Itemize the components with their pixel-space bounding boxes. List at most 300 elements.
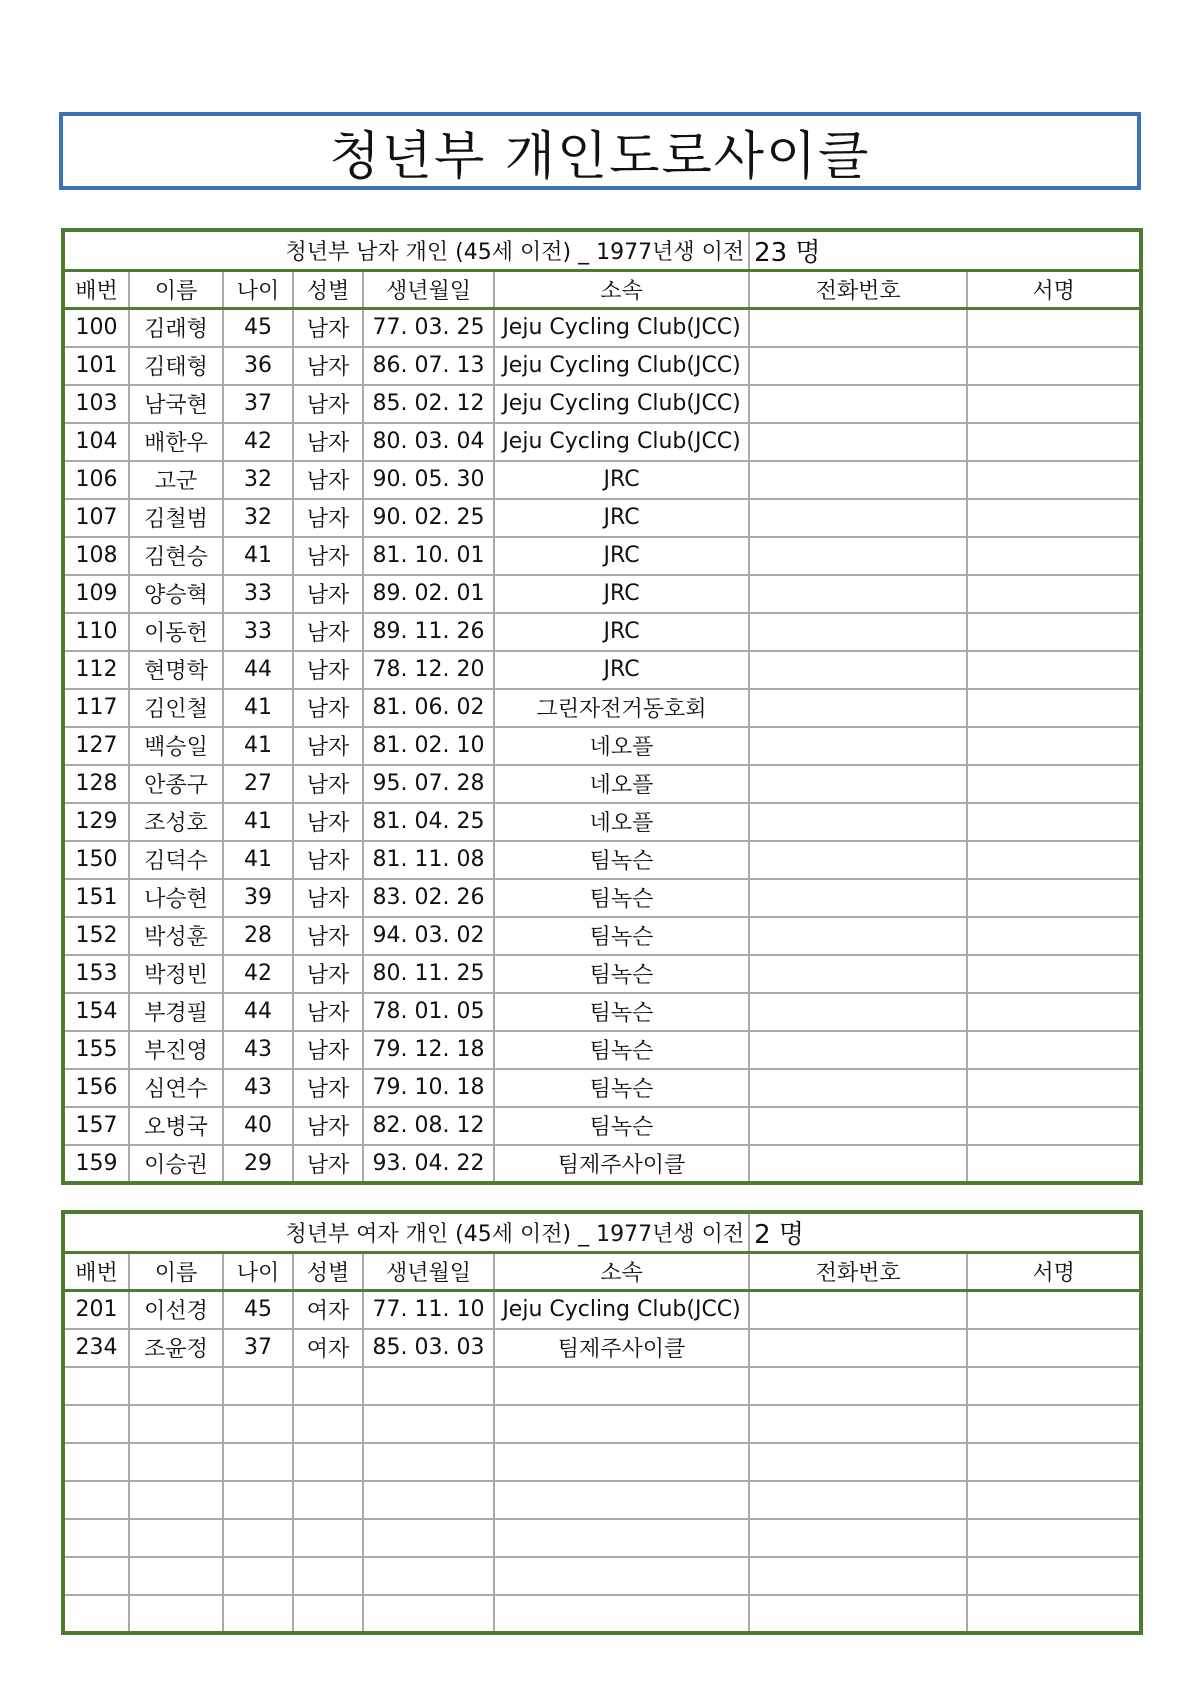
table-cell: 127 [63,727,129,765]
table-cell: 팀녹슨 [494,1107,749,1145]
table-cell[interactable] [967,537,1141,575]
table-row [63,309,1141,347]
table-cell[interactable] [749,1145,967,1183]
table-cell: 78. 01. 05 [363,993,494,1031]
table-cell[interactable] [749,651,967,689]
table-cell: 103 [63,385,129,423]
table-cell: 44 [223,651,293,689]
table-cell[interactable] [749,879,967,917]
blank-cell[interactable] [749,1405,967,1443]
table-cell[interactable] [749,955,967,993]
table-cell[interactable] [967,1107,1141,1145]
women-count-cell [749,1212,1141,1253]
blank-cell[interactable] [749,1481,967,1519]
table-row [63,537,1141,575]
table-cell[interactable] [749,347,967,385]
table-row [63,993,1141,1031]
table-cell: Jeju Cycling Club(JCC) [494,309,749,347]
table-row [63,347,1141,385]
table-cell: 남자 [293,309,363,347]
table-cell: 150 [63,841,129,879]
table-cell: 남자 [293,613,363,651]
blank-cell[interactable] [494,1595,749,1633]
blank-cell[interactable] [223,1595,293,1633]
col-header: 서명 [967,1253,1141,1291]
table-cell: 94. 03. 02 [363,917,494,955]
table-cell[interactable] [749,841,967,879]
table-cell: 심연수 [129,1069,223,1107]
table-cell[interactable] [967,1031,1141,1069]
men-caption-cell [63,230,749,271]
blank-cell[interactable] [967,1405,1141,1443]
table-cell: 82. 08. 12 [363,1107,494,1145]
table-cell[interactable] [749,765,967,803]
table-cell: 남자 [293,385,363,423]
table-cell: 32 [223,461,293,499]
men-roster-table [61,228,1143,1185]
table-cell: 152 [63,917,129,955]
table-cell[interactable] [967,423,1141,461]
table-cell: 156 [63,1069,129,1107]
blank-cell[interactable] [363,1481,494,1519]
blank-row [63,1481,1141,1519]
table-row [63,461,1141,499]
table-cell: 그린자전거동호회 [494,689,749,727]
table-cell: 여자 [293,1291,363,1329]
table-cell: 153 [63,955,129,993]
table-cell: 234 [63,1329,129,1367]
table-cell: 86. 07. 13 [363,347,494,385]
table-cell: 154 [63,993,129,1031]
col-header: 서명 [967,271,1141,309]
table-row [63,955,1141,993]
table-cell: 112 [63,651,129,689]
table-row [63,879,1141,917]
table-cell[interactable] [967,1069,1141,1107]
blank-cell[interactable] [293,1519,363,1557]
col-header: 성별 [293,271,363,309]
blank-row [63,1405,1141,1443]
blank-cell[interactable] [967,1481,1141,1519]
table-row [63,1329,1141,1367]
table-cell: 부진영 [129,1031,223,1069]
blank-cell[interactable] [363,1519,494,1557]
table-cell[interactable] [967,803,1141,841]
table-cell: 남자 [293,803,363,841]
table-cell: Jeju Cycling Club(JCC) [494,1291,749,1329]
table-cell[interactable] [967,309,1141,347]
blank-cell[interactable] [223,1405,293,1443]
table-cell[interactable] [749,575,967,613]
table-cell: 106 [63,461,129,499]
table-cell: 83. 02. 26 [363,879,494,917]
table-cell: JRC [494,499,749,537]
table-cell[interactable] [967,879,1141,917]
table-cell: 90. 05. 30 [363,461,494,499]
blank-cell[interactable] [293,1557,363,1595]
table-cell[interactable] [749,993,967,1031]
table-cell: 오병국 [129,1107,223,1145]
table-cell: 이선경 [129,1291,223,1329]
men-count-cell [749,230,1141,271]
table-cell: 32 [223,499,293,537]
table-row [63,1291,1141,1329]
blank-cell[interactable] [363,1443,494,1481]
col-header: 이름 [129,271,223,309]
table-cell: 팀녹슨 [494,1069,749,1107]
blank-cell[interactable] [494,1481,749,1519]
table-cell[interactable] [967,689,1141,727]
blank-cell[interactable] [129,1519,223,1557]
table-cell: 45 [223,1291,293,1329]
table-cell[interactable] [749,309,967,347]
table-cell: 김철범 [129,499,223,537]
table-cell: 배한우 [129,423,223,461]
men-caption-row [63,230,1141,271]
blank-cell[interactable] [129,1405,223,1443]
men-count: 23 명 [754,238,821,268]
document-title-box [59,112,1141,190]
table-cell: 29 [223,1145,293,1183]
blank-cell[interactable] [293,1367,363,1405]
table-row [63,1107,1141,1145]
table-row [63,1145,1141,1183]
table-cell[interactable] [967,1145,1141,1183]
table-row [63,727,1141,765]
blank-cell[interactable] [223,1443,293,1481]
blank-cell[interactable] [749,1367,967,1405]
blank-row [63,1443,1141,1481]
table-cell: 남자 [293,993,363,1031]
table-cell: JRC [494,613,749,651]
table-cell: 고군 [129,461,223,499]
table-cell: JRC [494,537,749,575]
table-cell: 팀녹슨 [494,955,749,993]
blank-cell[interactable] [63,1481,129,1519]
table-cell: 양승혁 [129,575,223,613]
table-cell: 남자 [293,841,363,879]
table-cell: 81. 04. 25 [363,803,494,841]
table-row [63,841,1141,879]
col-header: 성별 [293,1253,363,1291]
table-cell[interactable] [749,385,967,423]
blank-cell[interactable] [63,1519,129,1557]
table-cell: 81. 02. 10 [363,727,494,765]
table-cell: 팀제주사이클 [494,1145,749,1183]
table-cell: 41 [223,727,293,765]
col-header: 생년월일 [363,271,494,309]
table-cell: 77. 11. 10 [363,1291,494,1329]
table-cell: 104 [63,423,129,461]
blank-cell[interactable] [223,1367,293,1405]
table-cell: 37 [223,385,293,423]
table-cell: 33 [223,613,293,651]
blank-cell[interactable] [63,1557,129,1595]
table-cell: 128 [63,765,129,803]
table-cell[interactable] [749,803,967,841]
table-cell[interactable] [749,689,967,727]
blank-cell[interactable] [129,1595,223,1633]
table-row [63,1069,1141,1107]
blank-cell[interactable] [129,1367,223,1405]
table-cell: 팀녹슨 [494,993,749,1031]
table-cell: 44 [223,993,293,1031]
blank-cell[interactable] [967,1595,1141,1633]
table-cell: 40 [223,1107,293,1145]
table-cell: 남국현 [129,385,223,423]
table-cell: 45 [223,309,293,347]
table-cell: 안종구 [129,765,223,803]
table-cell: 남자 [293,689,363,727]
table-cell: 네오플 [494,765,749,803]
table-cell[interactable] [749,461,967,499]
table-row [63,651,1141,689]
col-header: 소속 [494,271,749,309]
table-cell: 85. 02. 12 [363,385,494,423]
blank-cell[interactable] [749,1443,967,1481]
col-header: 생년월일 [363,1253,494,1291]
table-cell: 80. 03. 04 [363,423,494,461]
men-caption: 청년부 남자 개인 (45세 이전) _ 1977년생 이전 [285,240,745,265]
table-row [63,803,1141,841]
blank-cell[interactable] [967,1557,1141,1595]
table-cell[interactable] [967,917,1141,955]
blank-cell[interactable] [749,1557,967,1595]
blank-cell[interactable] [63,1443,129,1481]
table-cell: 팀녹슨 [494,879,749,917]
blank-cell[interactable] [494,1519,749,1557]
women-header-row [63,1253,1141,1291]
table-cell[interactable] [967,1329,1141,1367]
table-cell[interactable] [967,499,1141,537]
table-cell[interactable] [749,499,967,537]
table-cell: 남자 [293,499,363,537]
table-cell: 41 [223,537,293,575]
col-header: 배번 [63,271,129,309]
table-cell[interactable] [749,537,967,575]
table-cell: 81. 11. 08 [363,841,494,879]
table-row [63,575,1141,613]
table-cell: 팀녹슨 [494,841,749,879]
table-cell: 김현승 [129,537,223,575]
table-cell: Jeju Cycling Club(JCC) [494,423,749,461]
table-cell[interactable] [749,613,967,651]
table-cell: 여자 [293,1329,363,1367]
table-cell[interactable] [967,727,1141,765]
blank-cell[interactable] [223,1481,293,1519]
table-cell: 박성훈 [129,917,223,955]
blank-row [63,1595,1141,1633]
blank-cell[interactable] [494,1405,749,1443]
table-cell[interactable] [967,765,1141,803]
table-cell: Jeju Cycling Club(JCC) [494,385,749,423]
table-cell: 남자 [293,879,363,917]
table-cell: 41 [223,803,293,841]
table-cell: 김태형 [129,347,223,385]
blank-cell[interactable] [293,1595,363,1633]
blank-cell[interactable] [494,1557,749,1595]
table-cell: 남자 [293,1107,363,1145]
blank-cell[interactable] [363,1367,494,1405]
table-cell: 110 [63,613,129,651]
table-cell: 김덕수 [129,841,223,879]
blank-cell[interactable] [293,1481,363,1519]
table-cell: 조윤정 [129,1329,223,1367]
blank-cell[interactable] [63,1367,129,1405]
table-cell: 79. 10. 18 [363,1069,494,1107]
table-cell: 42 [223,423,293,461]
women-caption: 청년부 여자 개인 (45세 이전) _ 1977년생 이전 [285,1222,745,1247]
table-cell: 117 [63,689,129,727]
blank-row [63,1519,1141,1557]
blank-cell[interactable] [967,1367,1141,1405]
table-row [63,765,1141,803]
blank-row [63,1367,1141,1405]
col-header: 전화번호 [749,271,967,309]
table-cell: 남자 [293,765,363,803]
table-cell[interactable] [967,347,1141,385]
table-cell: 43 [223,1069,293,1107]
table-cell: 151 [63,879,129,917]
blank-cell[interactable] [967,1519,1141,1557]
table-cell: 33 [223,575,293,613]
table-cell: 남자 [293,1145,363,1183]
table-cell: 나승현 [129,879,223,917]
table-cell: 95. 07. 28 [363,765,494,803]
blank-row [63,1557,1141,1595]
table-cell: 남자 [293,461,363,499]
table-cell: 89. 11. 26 [363,613,494,651]
table-cell: 남자 [293,1069,363,1107]
women-caption-row [63,1212,1141,1253]
table-cell: 93. 04. 22 [363,1145,494,1183]
women-caption-cell [63,1212,749,1253]
table-cell: 90. 02. 25 [363,499,494,537]
blank-cell[interactable] [129,1481,223,1519]
table-cell: 43 [223,1031,293,1069]
table-cell[interactable] [749,1291,967,1329]
table-cell: 남자 [293,917,363,955]
men-header-row [63,271,1141,309]
table-cell: 36 [223,347,293,385]
table-cell: 박정빈 [129,955,223,993]
table-cell[interactable] [749,917,967,955]
blank-cell[interactable] [494,1367,749,1405]
blank-cell[interactable] [63,1595,129,1633]
table-cell: 100 [63,309,129,347]
blank-cell[interactable] [363,1405,494,1443]
table-cell: 39 [223,879,293,917]
blank-cell[interactable] [129,1443,223,1481]
blank-cell[interactable] [967,1443,1141,1481]
col-header: 전화번호 [749,1253,967,1291]
table-cell: 85. 03. 03 [363,1329,494,1367]
table-cell: 부경필 [129,993,223,1031]
table-cell: 남자 [293,537,363,575]
table-cell[interactable] [749,727,967,765]
table-row [63,385,1141,423]
table-cell[interactable] [967,575,1141,613]
table-cell: 남자 [293,651,363,689]
table-cell[interactable] [967,1291,1141,1329]
table-cell[interactable] [749,423,967,461]
table-cell[interactable] [967,993,1141,1031]
table-cell[interactable] [967,651,1141,689]
blank-cell[interactable] [494,1443,749,1481]
table-cell[interactable] [967,955,1141,993]
table-row [63,1031,1141,1069]
table-cell: 37 [223,1329,293,1367]
table-cell: 80. 11. 25 [363,955,494,993]
table-cell: 남자 [293,423,363,461]
table-cell[interactable] [967,841,1141,879]
table-cell: 현명학 [129,651,223,689]
blank-cell[interactable] [363,1595,494,1633]
table-cell: 조성호 [129,803,223,841]
blank-cell[interactable] [749,1595,967,1633]
table-cell: 이승권 [129,1145,223,1183]
table-cell: 27 [223,765,293,803]
table-cell: 201 [63,1291,129,1329]
table-cell: 남자 [293,955,363,993]
table-cell: 81. 10. 01 [363,537,494,575]
table-cell[interactable] [967,385,1141,423]
table-cell: 155 [63,1031,129,1069]
table-cell: 팀녹슨 [494,1031,749,1069]
table-cell[interactable] [749,1329,967,1367]
table-cell[interactable] [967,461,1141,499]
table-cell: 79. 12. 18 [363,1031,494,1069]
table-cell: 109 [63,575,129,613]
table-cell: JRC [494,651,749,689]
women-roster-table [61,1210,1143,1635]
blank-cell[interactable] [749,1519,967,1557]
table-cell: 팀제주사이클 [494,1329,749,1367]
table-cell: 42 [223,955,293,993]
document-title: 청년부 개인도로사이클 [329,126,871,187]
table-cell: 네오플 [494,727,749,765]
table-cell[interactable] [749,1031,967,1069]
col-header: 소속 [494,1253,749,1291]
table-cell[interactable] [749,1069,967,1107]
table-cell: 남자 [293,727,363,765]
blank-cell[interactable] [223,1557,293,1595]
table-cell: 백승일 [129,727,223,765]
col-header: 나이 [223,1253,293,1291]
blank-cell[interactable] [223,1519,293,1557]
table-cell: 159 [63,1145,129,1183]
table-cell: 남자 [293,575,363,613]
table-cell[interactable] [967,613,1141,651]
blank-cell[interactable] [293,1443,363,1481]
table-cell: 101 [63,347,129,385]
blank-cell[interactable] [63,1405,129,1443]
women-count: 2 명 [754,1220,805,1250]
table-cell[interactable] [749,1107,967,1145]
table-cell: 김인철 [129,689,223,727]
blank-cell[interactable] [293,1405,363,1443]
blank-cell[interactable] [129,1557,223,1595]
col-header: 배번 [63,1253,129,1291]
table-cell: 이동헌 [129,613,223,651]
table-cell: 네오플 [494,803,749,841]
table-cell: 78. 12. 20 [363,651,494,689]
blank-cell[interactable] [363,1557,494,1595]
table-cell: 77. 03. 25 [363,309,494,347]
table-cell: 28 [223,917,293,955]
table-cell: Jeju Cycling Club(JCC) [494,347,749,385]
table-cell: 김래형 [129,309,223,347]
